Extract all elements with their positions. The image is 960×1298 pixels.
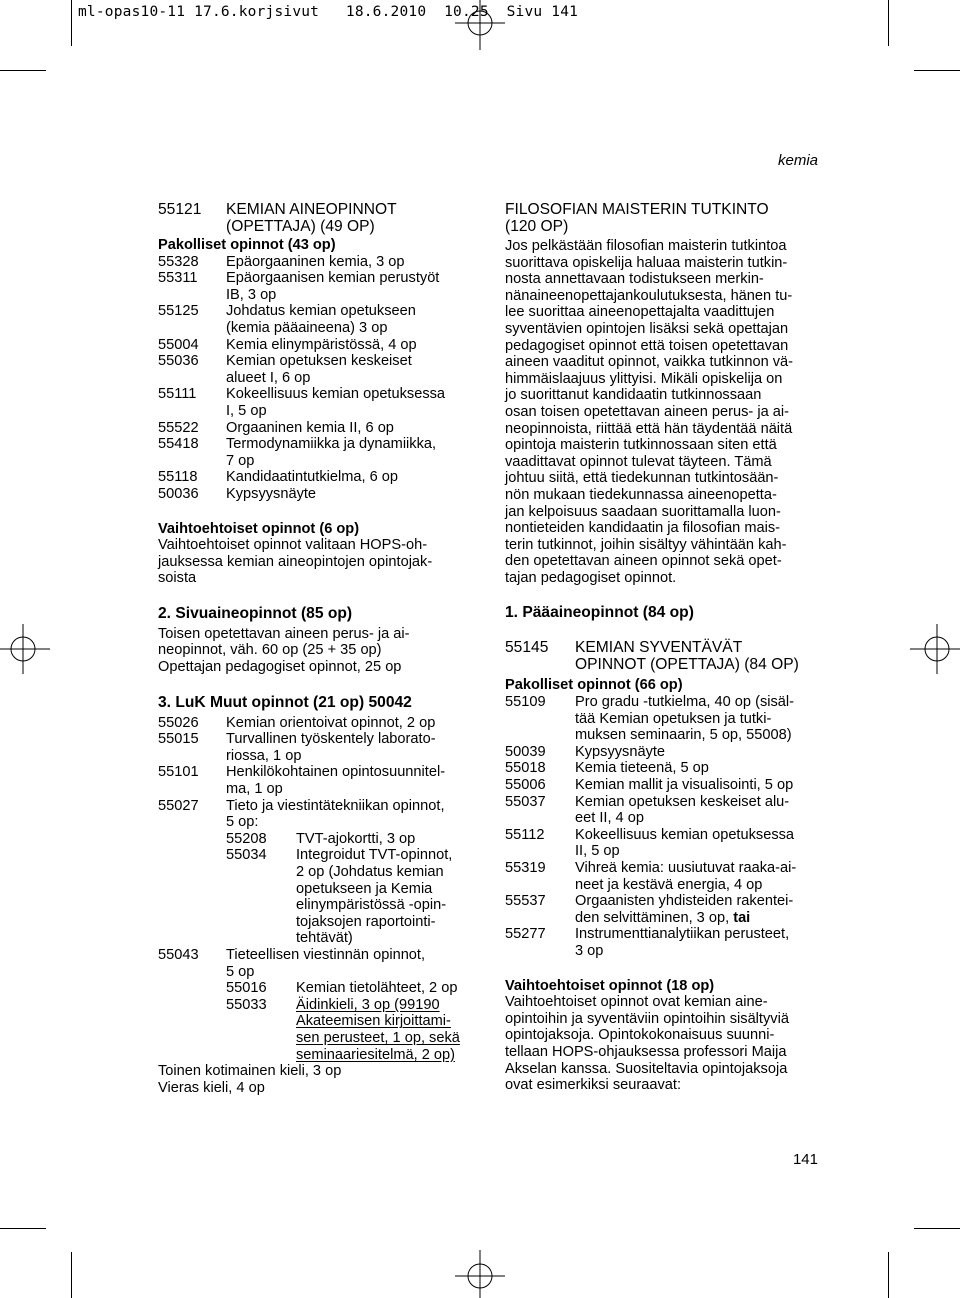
course-name <box>226 715 476 732</box>
course-name-text: Epäorgaaninen kemia, 3 op <box>226 253 405 270</box>
course-row <box>158 731 476 764</box>
course-row <box>505 926 823 959</box>
course-row <box>158 469 476 486</box>
registration-mark-bottom-icon <box>455 1250 505 1298</box>
text-line: himmäislaajuus ylittyisi. Mikäli opiskelija on <box>505 370 783 387</box>
optional-heading: Vaihtoehtoiset opinnot (18 op) <box>505 977 715 994</box>
course-name-text: den selvittäminen, 3 op, <box>575 909 730 926</box>
text-line: ovat esimerkiksi seuraavat: <box>505 1077 682 1094</box>
course-code: 55018 <box>505 760 546 777</box>
course-name <box>296 1047 476 1064</box>
course-name-text: II, 5 op <box>575 843 620 860</box>
text-line: neopinnoista, riittää että hän täydentää näitä <box>505 420 793 437</box>
course-name-text: Termodynamiikka ja dynamiikka, <box>226 436 437 453</box>
left-column <box>158 201 476 1096</box>
course-name-text: tää Kemian opetuksen ja tutki- <box>575 710 772 727</box>
programme-code: 55121 <box>158 201 202 218</box>
course-row <box>158 337 476 354</box>
crop-mark-left-bottom <box>0 1228 46 1229</box>
course-name <box>575 694 823 711</box>
course-name <box>226 287 476 304</box>
course-name <box>226 748 476 765</box>
text-line: den opetettavan aineen opinnot sekä opet- <box>505 553 782 570</box>
course-code: 55522 <box>158 419 199 436</box>
course-name-text: Kokeellisuus kemian opetuksessa <box>226 386 446 403</box>
course-row <box>158 715 476 732</box>
course-name <box>575 926 823 943</box>
mandatory-heading: Pakolliset opinnot (66 op) <box>505 677 683 694</box>
course-name <box>575 760 823 777</box>
course-name-text: seminaariesitelmä, 2 op) <box>296 1046 455 1063</box>
course-code: 55015 <box>158 731 199 748</box>
degree-intro-paragraph <box>505 238 823 586</box>
text-line: nosta annettavaan todistukseen merkin- <box>505 271 764 288</box>
course-name-text: Johdatus kemian opetukseen <box>226 303 416 320</box>
course-name-text: muksen seminaarin, 5 op, 55008) <box>575 727 792 744</box>
course-name <box>296 847 476 864</box>
course-name <box>575 744 823 761</box>
course-row <box>158 254 476 271</box>
course-name <box>226 353 476 370</box>
mandatory-heading: Pakolliset opinnot (43 op) <box>158 237 336 253</box>
course-name <box>226 781 476 798</box>
course-row <box>158 303 476 336</box>
page-number: 141 <box>792 1151 818 1168</box>
course-name <box>296 864 476 881</box>
course-name <box>575 727 823 744</box>
course-name <box>296 1013 476 1030</box>
degree-credits: (120 OP) <box>505 218 569 235</box>
print-slug: ml-opas10-11 17.6.korjsivut 18.6.2010 10.25 Sivu 141 <box>78 4 579 20</box>
text-line: lee suorittaa aineenopettajalta vaadittujen <box>505 304 775 321</box>
main-programme-heading <box>158 201 476 235</box>
course-name-text: 7 op <box>226 452 255 469</box>
course-name-text: IB, 3 op <box>226 286 277 303</box>
course-row <box>226 831 476 848</box>
course-row <box>226 847 476 947</box>
course-name <box>226 486 476 503</box>
course-name-text: riossa, 1 op <box>226 747 302 764</box>
text-line: nänaineenopettajankoulutuksesta, hänen tu- <box>505 287 793 304</box>
course-code: 55033 <box>226 996 267 1013</box>
text-line: nontieteiden kandidaatin ja filosofian mais- <box>505 520 781 537</box>
course-code: 55112 <box>505 826 545 843</box>
course-name <box>226 469 476 486</box>
course-code: 55537 <box>505 893 546 910</box>
course-row <box>158 270 476 303</box>
text-line: jo suorittanut kandidaatin tutkinnossaan <box>505 387 762 404</box>
course-name-text: ma, 1 op <box>226 781 283 798</box>
course-row <box>158 420 476 437</box>
course-code: 55026 <box>158 714 199 731</box>
course-code: 55043 <box>158 946 199 963</box>
programme-title: KEMIAN SYVENTÄVÄT <box>575 639 743 657</box>
course-name-text: Vihreä kemia: uusiutuvat raaka-ai- <box>575 860 797 876</box>
course-code: 55125 <box>158 303 199 320</box>
course-name-text: Kemian opetuksen keskeiset alu- <box>575 793 790 810</box>
optional-heading: Vaihtoehtoiset opinnot (6 op) <box>158 520 360 537</box>
course-name <box>575 711 823 728</box>
crop-mark-left-top <box>0 70 46 71</box>
course-name <box>226 420 476 437</box>
course-row <box>226 980 476 997</box>
course-code: 55118 <box>158 469 198 486</box>
text-line: opintojaksoja. Opintokokonaisuus suunni- <box>505 1027 775 1044</box>
course-name <box>296 881 476 898</box>
course-code: 55016 <box>226 980 267 997</box>
or-keyword: tai <box>733 909 751 926</box>
programme-title-credits: OPINNOT (OPETTAJA) (84 OP) <box>575 656 799 674</box>
minor-text <box>158 626 476 676</box>
course-name <box>226 764 476 781</box>
programme-code: 55145 <box>505 639 549 657</box>
minor-heading: 2. Sivuaineopinnot (85 op) <box>158 604 353 622</box>
course-name-text: Kokeellisuus kemian opetuksessa <box>575 826 795 843</box>
course-name <box>226 254 476 271</box>
course-name <box>226 798 476 815</box>
course-name-text: tojaksojen raportointi- <box>296 913 436 930</box>
course-row <box>505 860 823 893</box>
text-line: Akselan kanssa. Suositeltavia opintojaksoja <box>505 1060 788 1077</box>
course-code: 55111 <box>158 386 197 403</box>
crop-mark-bottom-right <box>888 1252 889 1298</box>
course-name <box>575 910 823 927</box>
course-name-text: Kemian opetuksen keskeiset <box>226 353 412 370</box>
course-row <box>505 694 823 744</box>
course-row <box>158 486 476 503</box>
course-code: 55109 <box>505 694 546 711</box>
running-header: kemia <box>777 152 818 169</box>
course-name-text: Kandidaatintutkielma, 6 op <box>226 469 398 486</box>
course-name <box>226 453 476 470</box>
course-name <box>296 897 476 914</box>
course-name-text: sen perusteet, 1 op, sekä <box>296 1029 460 1046</box>
course-row <box>505 827 823 860</box>
course-name-text: neet ja kestävä energia, 4 op <box>575 876 763 893</box>
course-code: 55036 <box>158 353 199 370</box>
text-line: nön mukaan tiedekunnassa aineenopetta- <box>505 486 777 503</box>
text-line: jauksessa kemian aineopintojen opintojak- <box>158 553 433 570</box>
ict-sub-course-list <box>226 831 476 947</box>
course-row <box>505 893 823 926</box>
course-name <box>226 436 476 453</box>
course-name-text: alueet I, 6 op <box>226 369 311 386</box>
course-name <box>575 794 823 811</box>
course-name <box>226 303 476 320</box>
optional-paragraph <box>505 994 823 1094</box>
degree-heading <box>505 201 823 235</box>
text-line: Jos pelkästään filosofian maisterin tutkintoa <box>505 238 787 254</box>
programme-title: KEMIAN AINEOPINNOT <box>226 201 397 218</box>
course-name <box>575 893 823 910</box>
text-line: tellaan HOPS-ohjauksessa professori Maija <box>505 1043 787 1060</box>
course-name-text: elinympäristössä -opin- <box>296 897 447 914</box>
degree-title: FILOSOFIAN MAISTERIN TUTKINTO <box>505 201 769 218</box>
course-code: 55311 <box>158 270 198 287</box>
registration-mark-top-icon <box>455 0 505 50</box>
course-name <box>296 930 476 947</box>
course-name <box>575 860 823 877</box>
course-code: 55101 <box>158 764 199 781</box>
text-line: Vieras kieli, 4 op <box>158 1079 265 1096</box>
course-row <box>158 386 476 419</box>
course-name-text: Instrumenttianalytiikan perusteet, <box>575 926 790 943</box>
course-name-text: Epäorgaanisen kemian perustyöt <box>226 270 440 287</box>
course-name <box>296 980 476 997</box>
text-line: suorittava opiskelija haluaa maisterin tutkin- <box>505 254 788 271</box>
course-row <box>158 798 476 831</box>
course-name-text: Pro gradu -tutkielma, 40 op (sisäl- <box>575 694 794 711</box>
course-name <box>575 843 823 860</box>
course-code: 50039 <box>505 743 546 760</box>
course-name-text: Orgaanisten yhdisteiden rakentei- <box>575 893 794 910</box>
text-line: jan kelpoisuus saadaan suorittamalla luon- <box>505 503 781 520</box>
programme-title-credits: (OPETTAJA) (49 OP) <box>226 218 375 235</box>
course-name <box>575 943 823 960</box>
course-name-text: Kemia elinympäristössä, 4 op <box>226 336 417 353</box>
course-code: 55006 <box>505 777 546 794</box>
course-name <box>226 270 476 287</box>
course-name-text: Tieto ja viestintätekniikan opinnot, <box>226 797 445 814</box>
language-requirements <box>158 1063 476 1096</box>
course-row <box>505 794 823 827</box>
mandatory-course-list <box>505 694 823 960</box>
course-code: 50036 <box>158 485 199 502</box>
text-line: Toisen opetettavan aineen perus- ja ai- <box>158 625 410 642</box>
major-heading: 1. Pääaineopinnot (84 op) <box>505 604 694 622</box>
course-name <box>296 914 476 931</box>
course-name <box>226 386 476 403</box>
course-name-text: Kypsyysnäyte <box>226 485 317 502</box>
text-line: soista <box>158 570 197 587</box>
text-line: terin tutkinnot, joihin sisältyy vähintään kah- <box>505 536 787 553</box>
course-code: 55319 <box>505 860 546 876</box>
course-name <box>296 831 476 848</box>
course-name-text: 3 op <box>575 942 604 959</box>
text-line: Vaihtoehtoiset opinnot valitaan HOPS-oh- <box>158 537 428 554</box>
course-name-text: I, 5 op <box>226 402 267 419</box>
course-row <box>226 997 476 1063</box>
course-code: 55004 <box>158 336 199 353</box>
course-name <box>575 777 823 794</box>
communication-sub-course-list <box>226 980 476 1063</box>
text-line: Toinen kotimainen kieli, 3 op <box>158 1063 342 1080</box>
course-row <box>505 744 823 761</box>
course-row <box>158 353 476 386</box>
course-name-text: eet II, 4 op <box>575 810 644 827</box>
course-name <box>226 731 476 748</box>
course-name-text: (kemia pääaineena) 3 op <box>226 319 388 336</box>
text-line: johtuu siitä, että tiedekunnan tutkintosään- <box>505 470 779 487</box>
course-name <box>296 997 476 1014</box>
course-name-text: Turvallinen työskentely laborato- <box>226 731 436 748</box>
crop-mark-right-bottom <box>914 1228 960 1229</box>
course-code: 55034 <box>226 847 267 864</box>
registration-mark-right-icon <box>910 624 960 674</box>
crop-mark-right-top <box>914 70 960 71</box>
course-row <box>505 760 823 777</box>
course-code: 55418 <box>158 436 199 453</box>
crop-mark-top-right <box>888 0 889 46</box>
mandatory-course-list <box>158 254 476 503</box>
course-name-text: Henkilökohtainen opintosuunnitel- <box>226 764 446 781</box>
text-line: neopinnot, väh. 60 op (25 + 35 op) <box>158 642 382 659</box>
course-name-text: Kemian tietolähteet, 2 op <box>296 980 458 997</box>
course-name <box>226 337 476 354</box>
course-name <box>226 814 476 831</box>
right-column <box>505 201 823 1094</box>
course-name: Tieteellisen viestinnän opinnot, <box>226 946 426 963</box>
course-code: 55277 <box>505 926 546 943</box>
course-code: 55328 <box>158 253 199 270</box>
course-name <box>575 810 823 827</box>
course-code: 55208 <box>226 830 267 847</box>
course-name-text: Integroidut TVT-opinnot, <box>296 847 453 864</box>
course-name: 5 op <box>226 963 255 980</box>
course-name-text: Kemian orientoivat opinnot, 2 op <box>226 714 436 731</box>
text-line: tajan pedagogiset opinnot. <box>505 569 677 586</box>
course-name-text: TVT-ajokortti, 3 op <box>296 830 416 847</box>
course-row <box>158 436 476 469</box>
text-line: osan toisen opetettavan aineen perus- ja ai- <box>505 403 789 420</box>
optional-text <box>158 537 476 587</box>
course-name <box>575 827 823 844</box>
course-code: 55027 <box>158 797 199 814</box>
advanced-programme-heading <box>505 639 823 673</box>
course-name-text: 5 op: <box>226 814 259 831</box>
course-name-text: Akateemisen kirjoittami- <box>296 1013 451 1030</box>
other-course-list <box>158 715 476 831</box>
other-studies-heading: 3. LuK Muut opinnot (21 op) 50042 <box>158 693 412 711</box>
text-line: syventävien opintojen lisäksi sekä opettajan <box>505 320 789 337</box>
text-line: aineen vaaditut opinnot, vaikka tutkinnon vä- <box>505 354 794 371</box>
course-name-text: tehtävät) <box>296 930 353 947</box>
course-code: 55037 <box>505 793 546 810</box>
text-line: opintoihin ja syventäviin opintoihin sisältyviä <box>505 1010 789 1027</box>
course-name <box>226 320 476 337</box>
course-name <box>226 403 476 420</box>
text-line: opintoja maisterin tutkinnossaan siten että <box>505 437 777 454</box>
course-name-text: Orgaaninen kemia II, 6 op <box>226 419 394 436</box>
course-name <box>296 1030 476 1047</box>
course-name-text: Kemian mallit ja visualisointi, 5 op <box>575 777 794 794</box>
crop-mark-top-left <box>71 0 72 46</box>
text-line: pedagogiset opinnot että toisen opetettavan <box>505 337 789 354</box>
crop-mark-bottom-left <box>71 1252 72 1298</box>
course-name-text: Äidinkieli, 3 op (99190 <box>296 996 440 1013</box>
text-line: Vaihtoehtoiset opinnot ovat kemian aine- <box>505 994 768 1011</box>
course-name-text: opetukseen ja Kemia <box>296 880 433 897</box>
course-row <box>158 947 476 980</box>
course-name <box>226 370 476 387</box>
course-name-text: 2 op (Johdatus kemian <box>296 864 444 880</box>
course-row <box>158 764 476 797</box>
registration-mark-left-icon <box>0 624 50 674</box>
course-name-text: Kemia tieteenä, 5 op <box>575 760 709 777</box>
course-name <box>575 877 823 894</box>
text-line: Opettajan pedagogiset opinnot, 25 op <box>158 659 402 676</box>
text-line: vaadittavat opinnot tulevat täyteen. Tämä <box>505 453 772 470</box>
course-row <box>505 777 823 794</box>
course-name-text: Kypsyysnäyte <box>575 743 666 760</box>
